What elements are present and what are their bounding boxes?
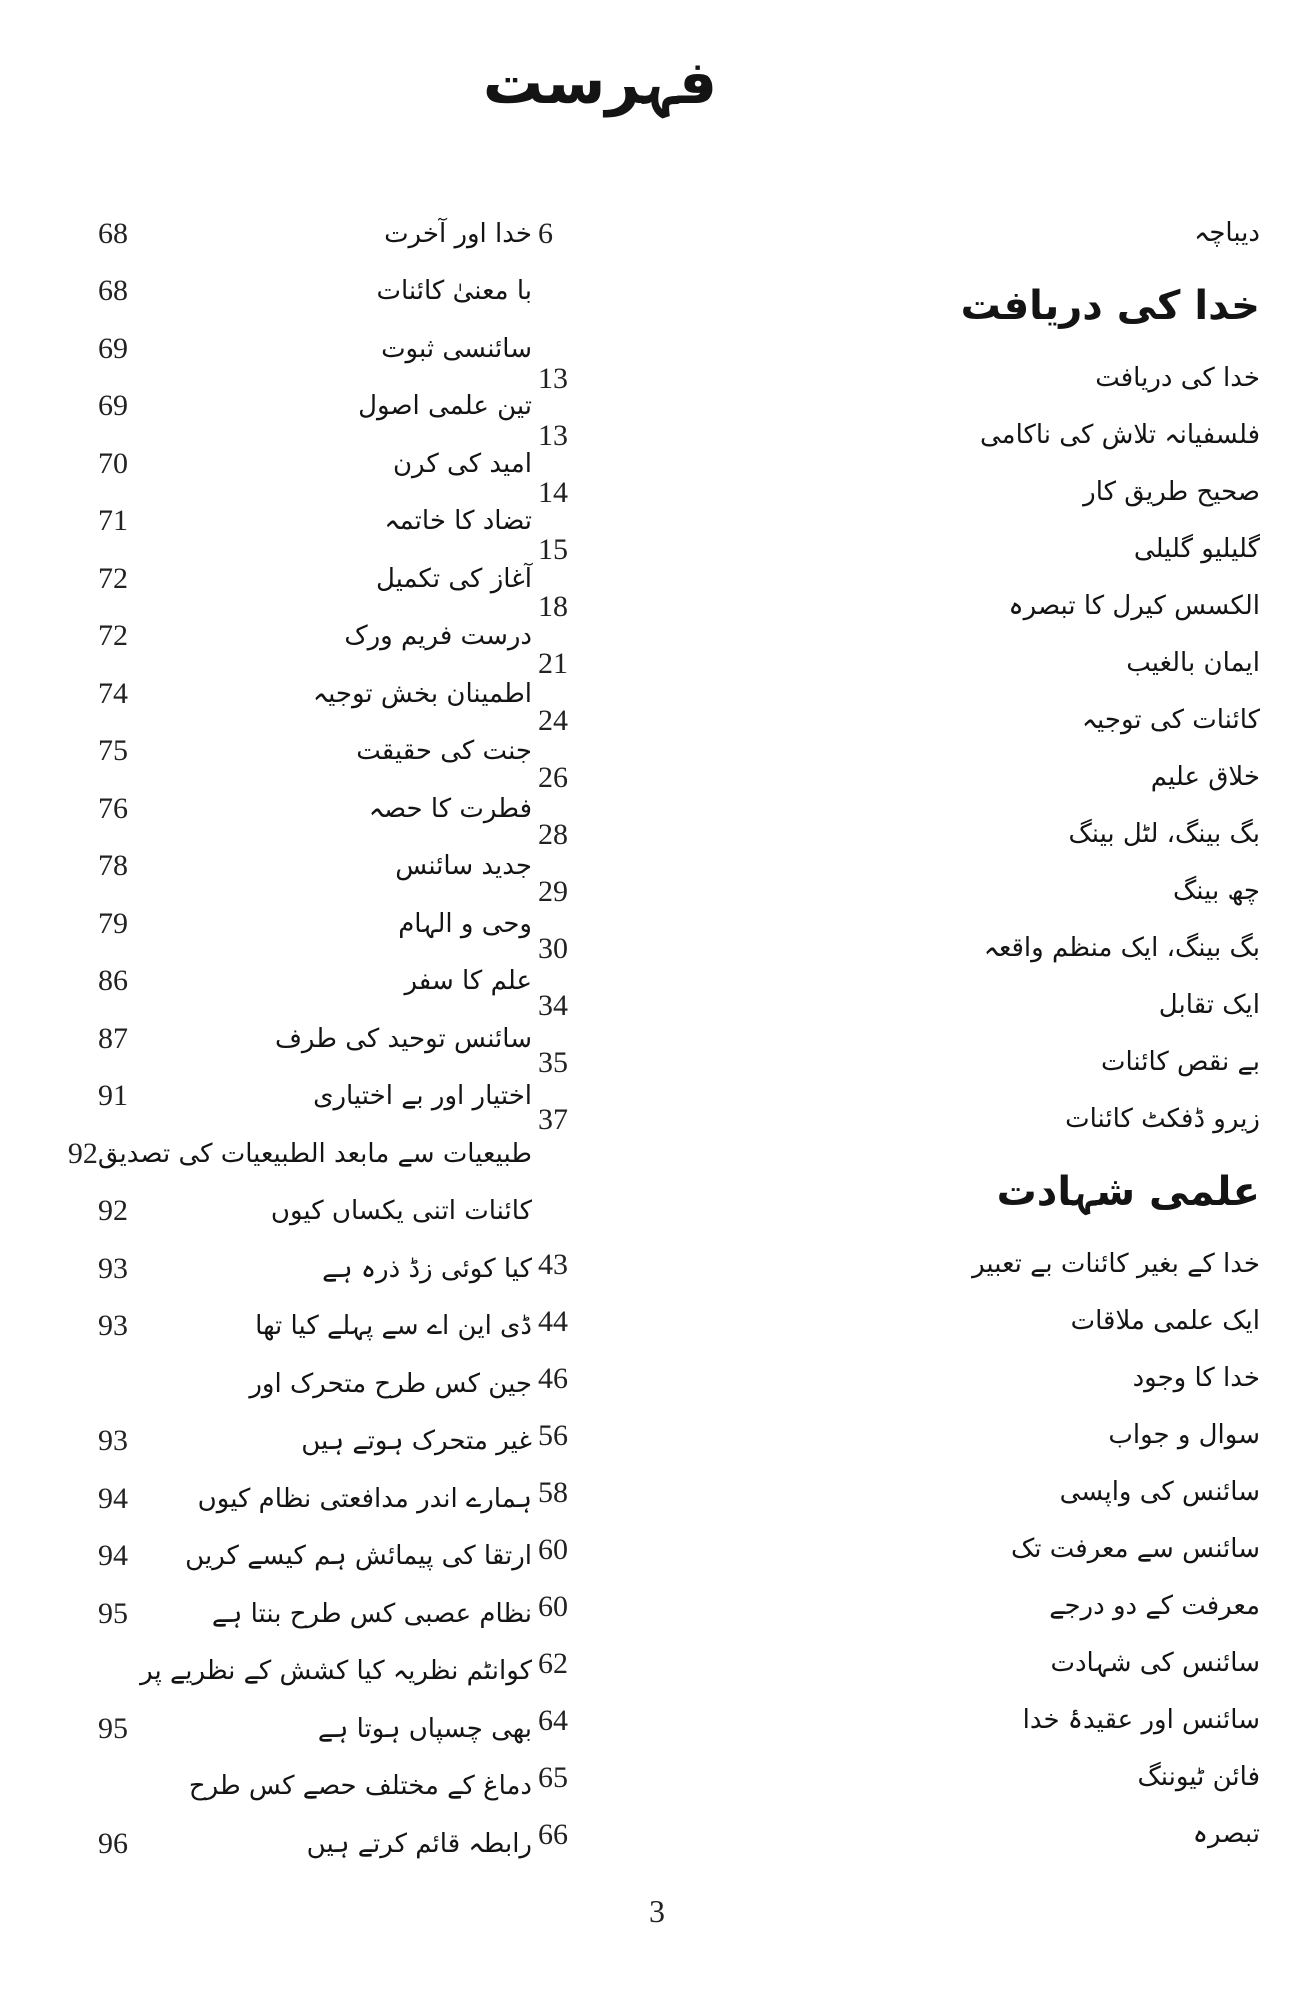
toc-entry-title: خدا کے بغیر کائنات بے تعبیر [972, 1249, 1260, 1280]
toc-entry-page-number: 78 [98, 849, 128, 883]
toc-entry-title: ایک تقابل [1158, 990, 1260, 1021]
toc-entry-page-number: 69 [98, 389, 128, 423]
toc-entry-title: فائن ٹیوننگ [1137, 1762, 1260, 1793]
toc-entry-page-number: 30 [538, 931, 568, 965]
toc-entry [98, 435, 532, 493]
toc-entry [98, 780, 532, 838]
toc-entry [538, 977, 1260, 1034]
toc-entry [538, 749, 1260, 806]
toc-entry-title: با معنیٰ کائنات [376, 276, 532, 306]
toc-entry-title: آغاز کی تکمیل [375, 563, 532, 594]
toc-entry-title: بگ بینگ، ایک منظم واقعہ [983, 933, 1260, 964]
toc-entry-page-number: 69 [98, 331, 128, 365]
toc-entry-page-number: 26 [538, 760, 568, 794]
toc-entry-title: وحی و الہام [398, 908, 532, 939]
page-title: فہرست [482, 48, 718, 118]
toc-entry-page-number: 46 [538, 1361, 568, 1395]
toc-entry-title: درست فریم ورک [344, 621, 532, 651]
toc-entry [538, 635, 1260, 692]
toc-entry-title: الکسس کیرل کا تبصرہ [1008, 591, 1260, 622]
toc-entry-title: خدا کی دریافت [1095, 363, 1260, 394]
toc-entry-page-number: 43 [538, 1247, 568, 1281]
toc-entry [98, 205, 532, 263]
toc-entry-title: خدا کا وجود [1132, 1363, 1260, 1394]
toc-entry-page-number: 96 [98, 1826, 128, 1860]
toc-entry [98, 378, 532, 436]
toc-entry [538, 1293, 1260, 1350]
toc-entry-page-number: 28 [538, 817, 568, 851]
toc-entry-page-number: 37 [538, 1102, 568, 1136]
toc-entry-page-number: 70 [98, 446, 128, 480]
toc-entry [538, 1692, 1260, 1749]
toc-entry-title: ڈی این اے سے پہلے کیا تھا [255, 1311, 532, 1341]
toc-entry-page-number: 95 [98, 1711, 128, 1745]
toc-entry [98, 1585, 532, 1643]
toc-entry [67, 1125, 532, 1183]
toc-entry [98, 1183, 532, 1241]
toc-entry-title: چھ بینگ [1173, 876, 1260, 907]
toc-entry [98, 1815, 532, 1873]
toc-entry-title: طبیعیات سے مابعد الطبیعیات کی تصدیق [97, 1138, 532, 1169]
toc-entry-page-number: 24 [538, 703, 568, 737]
toc-entry-title: صحیح طریق کار [1083, 477, 1260, 508]
toc-entry-page-number: 64 [538, 1703, 568, 1737]
toc-entry-title: ارتقا کی پیمائش ہم کیسے کریں [185, 1541, 532, 1571]
toc-entry-page-number: 14 [538, 475, 568, 509]
toc-entry-page-number: 79 [98, 906, 128, 940]
toc-section-heading-text: علمی شہادت [996, 1169, 1260, 1215]
toc-entry-title: معرفت کے دو درجے [1049, 1591, 1260, 1622]
toc-entry-page-number: 65 [538, 1760, 568, 1794]
toc-entry-title: سائنس کی شہادت [1050, 1648, 1260, 1679]
toc-entry-title: رابطہ قائم کرتے ہیں [306, 1828, 532, 1859]
toc-entry-title: دیباچہ [1194, 218, 1260, 249]
toc-entry [538, 1806, 1260, 1863]
toc-entry-title: تین علمی اصول [358, 391, 532, 421]
toc-entry-title: علم کا سفر [404, 966, 532, 996]
toc-entry-title: غیر متحرک ہوتے ہیں [301, 1426, 532, 1456]
page-number: 3 [649, 1893, 665, 1929]
toc-section-heading [538, 262, 1260, 350]
toc-entry-title: جدید سائنس [395, 851, 532, 881]
toc-entry-page-number: 13 [538, 361, 568, 395]
toc-entry-page-number: 60 [538, 1532, 568, 1566]
toc-entry [98, 608, 532, 666]
toc-entry-page-number: 93 [98, 1424, 128, 1458]
toc-column-right [538, 205, 1260, 1863]
toc-entry-title: تضاد کا خاتمہ [384, 506, 532, 536]
toc-entry-page-number: 94 [98, 1481, 128, 1515]
toc-entry [538, 1236, 1260, 1293]
toc-entry [98, 723, 532, 781]
toc-entry-page-number: 93 [98, 1251, 128, 1285]
toc-entry-page-number: 94 [98, 1539, 128, 1573]
toc-entry-page-number: 72 [98, 619, 128, 653]
toc-entry-title: کائنات کی توجیہ [1081, 705, 1260, 736]
toc-entry-title: سائنسی ثبوت [381, 333, 532, 364]
toc-entry [538, 920, 1260, 977]
toc-entry [538, 1091, 1260, 1148]
toc-entry-title: کیا کوئی زڈ ذرہ ہے [322, 1253, 532, 1284]
toc-entry [98, 953, 532, 1011]
toc-entry [538, 1521, 1260, 1578]
toc-entry [538, 1578, 1260, 1635]
toc-entry-title: سائنس اور عقیدۂ خدا [1022, 1705, 1260, 1736]
toc-entry-title: کائنات اتنی یکساں کیوں [270, 1196, 532, 1226]
toc-entry [98, 1355, 532, 1413]
toc-entry-page-number: 87 [98, 1021, 128, 1055]
toc-entry [538, 407, 1260, 464]
toc-entry-page-number: 60 [538, 1589, 568, 1623]
toc-entry-page-number: 71 [98, 504, 128, 538]
toc-entry [538, 806, 1260, 863]
toc-entry-page-number: 21 [538, 646, 568, 680]
toc-entry-title: جین کس طرح متحرک اور [249, 1368, 532, 1399]
toc-entry-page-number: 68 [98, 274, 128, 308]
toc-entry-title: فلسفیانہ تلاش کی ناکامی [979, 420, 1260, 451]
toc-entry-title: سائنس سے معرفت تک [1010, 1534, 1260, 1565]
toc-entry [98, 320, 532, 378]
toc-entry-page-number: 34 [538, 988, 568, 1022]
toc-entry [98, 1700, 532, 1758]
toc-entry-title: نظام عصبی کس طرح بنتا ہے [211, 1598, 532, 1629]
toc-entry [98, 895, 532, 953]
toc-entry [98, 1528, 532, 1586]
toc-entry-title: ایمان بالغیب [1126, 648, 1260, 679]
toc-entry [98, 263, 532, 321]
toc-entry-title: امید کی کرن [392, 448, 532, 479]
toc-column-left [67, 205, 532, 1873]
toc-entry-title: خلاق علیم [1150, 762, 1260, 793]
toc-entry [98, 838, 532, 896]
toc-entry-title: اطمینان بخش توجیہ [312, 678, 532, 709]
toc-entry-title: تبصرہ [1192, 1819, 1260, 1850]
toc-entry-page-number: 75 [98, 734, 128, 768]
toc-entry [538, 350, 1260, 407]
toc-entry-title: کوانٹم نظریہ کیا کشش کے نظریے پر [140, 1656, 532, 1686]
toc-entry [538, 692, 1260, 749]
toc-entry-page-number: 92 [67, 1136, 98, 1170]
toc-entry [98, 1010, 532, 1068]
toc-entry [538, 1464, 1260, 1521]
toc-entry-page-number: 72 [98, 561, 128, 595]
toc-entry [98, 1413, 532, 1471]
toc-entry-title: دماغ کے مختلف حصے کس طرح [188, 1771, 532, 1801]
toc-entry-page-number: 44 [538, 1304, 568, 1338]
toc-entry-title: زیرو ڈفکٹ کائنات [1065, 1104, 1260, 1135]
toc-entry-title: بگ بینگ، لٹل بینگ [1068, 819, 1260, 850]
toc-entry-title: ہمارے اندر مدافعتی نظام کیوں [197, 1483, 532, 1514]
toc-section-heading [538, 1148, 1260, 1236]
toc-entry [538, 521, 1260, 578]
toc-entry [98, 665, 532, 723]
toc-entry [98, 1240, 532, 1298]
toc-entry [538, 1034, 1260, 1091]
toc-entry-page-number: 68 [98, 216, 128, 250]
toc-entry [538, 1749, 1260, 1806]
toc-entry-page-number: 92 [98, 1194, 128, 1228]
toc-entry-title: فطرت کا حصہ [368, 793, 532, 824]
toc-entry-page-number: 93 [98, 1309, 128, 1343]
toc-entry [98, 1298, 532, 1356]
toc-entry-title: بھی چسپاں ہوتا ہے [317, 1713, 532, 1744]
toc-entry-page-number: 74 [98, 676, 128, 710]
toc-entry-title: سوال و جواب [1108, 1420, 1260, 1451]
toc-entry-title: سائنس توحید کی طرف [274, 1023, 532, 1054]
toc-entry-title: ایک علمی ملاقات [1070, 1306, 1260, 1337]
toc-entry [98, 550, 532, 608]
toc-entry-page-number: 76 [98, 791, 128, 825]
toc-entry [98, 1470, 532, 1528]
toc-entry [538, 1350, 1260, 1407]
toc-entry-title: سائنس کی واپسی [1059, 1477, 1260, 1508]
toc-entry [98, 1758, 532, 1816]
toc-entry [538, 863, 1260, 920]
toc-entry [98, 1068, 532, 1126]
toc-entry [98, 1643, 532, 1701]
toc-entry-page-number: 13 [538, 418, 568, 452]
toc-entry-page-number: 58 [538, 1475, 568, 1509]
toc-entry-page-number: 91 [98, 1079, 128, 1113]
toc-entry-page-number: 66 [538, 1817, 568, 1851]
toc-entry [538, 578, 1260, 635]
toc-entry-title: بے نقص کائنات [1100, 1047, 1260, 1078]
toc-entry [98, 493, 532, 551]
toc-entry-title: گلیلیو گلیلی [1133, 534, 1260, 565]
toc-entry [538, 464, 1260, 521]
toc-entry [538, 205, 1260, 262]
toc-entry-page-number: 35 [538, 1045, 568, 1079]
toc-entry-page-number: 62 [538, 1646, 568, 1680]
toc-entry-page-number: 18 [538, 589, 568, 623]
toc-entry-page-number: 56 [538, 1418, 568, 1452]
toc-entry-page-number: 86 [98, 964, 128, 998]
toc-entry-page-number: 6 [538, 216, 553, 250]
toc-entry-title: جنت کی حقیقت [356, 736, 532, 766]
toc-entry-page-number: 15 [538, 532, 568, 566]
toc-section-heading-text: خدا کی دریافت [960, 283, 1260, 329]
toc-entry-title: اختیار اور بے اختیاری [313, 1081, 532, 1111]
toc-entry-page-number: 29 [538, 874, 568, 908]
toc-entry [538, 1407, 1260, 1464]
toc-entry-title: خدا اور آخرت [384, 218, 532, 249]
toc-entry-page-number: 95 [98, 1596, 128, 1630]
toc-entry [538, 1635, 1260, 1692]
